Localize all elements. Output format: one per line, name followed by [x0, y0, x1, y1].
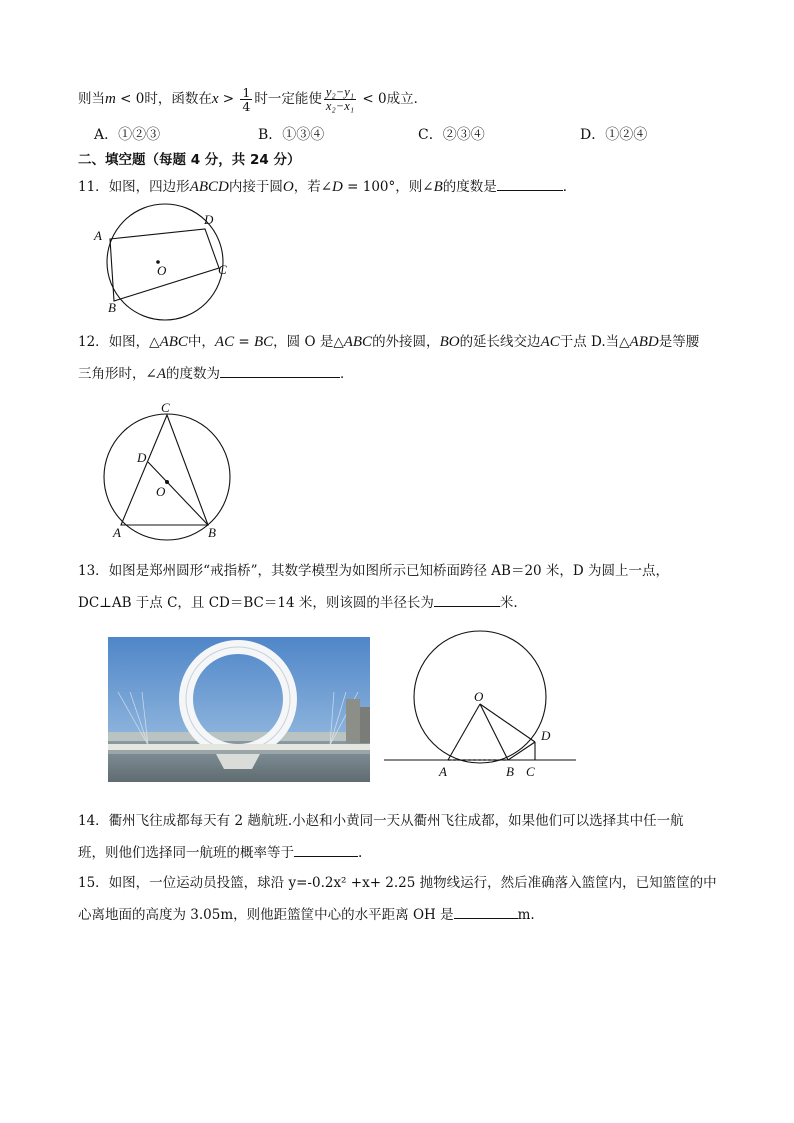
q14-fragment: . [358, 845, 363, 861]
q13-figure [380, 630, 580, 780]
var-ac: AC [540, 334, 560, 350]
q14-text-line2 [78, 842, 362, 862]
q12-fragment: 的延长线交边 [459, 334, 541, 350]
q13-text-line2 [78, 592, 518, 612]
radius-ob [480, 704, 508, 760]
q12-fragment: 于点 D.当△ [559, 334, 630, 350]
q14-text-line1 [78, 812, 684, 830]
var-m: m [105, 91, 116, 107]
q10-text: 则当 [78, 91, 105, 107]
q12-text-line1 [78, 333, 699, 351]
q11-text [78, 176, 576, 196]
option-letter: B． [258, 127, 283, 143]
answer-blank[interactable] [434, 592, 500, 607]
q10-option-d[interactable] [580, 124, 647, 144]
q15-text-line1 [78, 874, 717, 892]
q12-figure [98, 398, 238, 542]
triangle-abc [121, 415, 208, 525]
q11-fragment: 内接于圆 [228, 179, 283, 195]
label-o: O [474, 689, 484, 704]
fraction-numerator: 1 [242, 85, 251, 100]
q11-fragment: 如图，四边形 [108, 179, 190, 195]
q14-fragment: 衢州飞往成都每天有 2 趟航班.小赵和小黄同一天从衢州飞往成都，如果他们可以选择其中任一航 [108, 813, 684, 829]
answer-blank[interactable] [220, 363, 340, 378]
q11-fragment: ，若∠ [293, 179, 333, 195]
fraction-one-quarter [240, 86, 252, 113]
label-b: B [506, 764, 514, 779]
q13-fragment: 如图是郑州圆形“戒指桥”，其数学模型为如图所示已知桥面跨径 AB＝20 米，D 为圆上一点， [108, 563, 670, 579]
q15-fragment: 如图，一位运动员投篮，球沿 y=-0.2x² +x+ 2.25 抛物线运行，然后准确落入篮筐内，已知篮筐的中 [108, 875, 717, 891]
label-o: O [156, 484, 166, 499]
q15-text-line2 [78, 904, 535, 924]
var-abc: ABC [343, 334, 373, 350]
option-letter: C． [418, 127, 443, 143]
var-abc: ABC [159, 334, 188, 350]
label-c: C [218, 262, 227, 277]
label-b: B [108, 300, 116, 315]
label-a: A [439, 764, 447, 779]
q10-text: < 0 [115, 91, 145, 107]
q11-fragment: 的度数是 [442, 179, 497, 195]
q12-fragment: 中， [187, 334, 215, 350]
q11-fragment: = 100°，则∠ [342, 179, 434, 195]
q13-fragment: 米. [499, 595, 518, 611]
answer-blank[interactable] [454, 904, 518, 919]
q12-fragment: ，圆 O 是△ [273, 334, 344, 350]
q12-fragment: 的外接圆， [372, 334, 440, 350]
q12-fragment: = [234, 334, 254, 350]
section-heading: 二、填空题（每题 4 分，共 24 分） [78, 152, 301, 168]
segment-bd [508, 742, 535, 760]
var-ac: AC [214, 334, 235, 350]
label-o: O [157, 263, 167, 278]
q12-fragment: 的度数为 [165, 366, 220, 382]
option-letter: D． [580, 127, 606, 143]
option-text: ①③④ [282, 127, 325, 143]
label-d: D [137, 450, 147, 465]
q12-fragment: 是等腰 [658, 334, 700, 350]
var-o: O [282, 179, 294, 195]
question-number: 11． [78, 179, 109, 195]
var-d: D [332, 179, 343, 195]
answer-blank[interactable] [294, 842, 358, 857]
label-b: B [208, 525, 216, 540]
fraction-slope [324, 86, 356, 113]
q10-condition-line [78, 86, 427, 113]
q15-fragment: m. [517, 907, 535, 923]
q11-figure [86, 200, 246, 322]
var-bo: BO [439, 334, 460, 350]
q15-fragment: 心离地面的高度为 3.05m，则他距篮筐中心的水平距离 OH 是 [78, 907, 454, 923]
label-c: C [161, 400, 170, 415]
label-c: C [526, 764, 535, 779]
var-a: A [156, 366, 166, 382]
var-abcd: ABCD [189, 179, 229, 195]
radius-od [480, 704, 535, 742]
q10-text: < 0成立． [358, 91, 428, 107]
q10-text: 时一定能使 [254, 91, 322, 107]
ring-bridge-illustration [108, 637, 370, 782]
center-point [165, 480, 169, 484]
q10-option-c[interactable] [418, 124, 485, 144]
var-b: B [433, 179, 443, 195]
question-number: 14． [78, 813, 109, 829]
option-letter: A． [94, 127, 119, 143]
question-number: 13． [78, 563, 109, 579]
fraction-denominator: 4 [242, 99, 251, 114]
q12-fragment: ． [339, 366, 354, 382]
var-bc: BC [254, 334, 274, 350]
label-a: A [113, 525, 121, 540]
q10-text: > [218, 91, 239, 107]
label-d: D [204, 212, 214, 227]
q12-text-line2 [78, 363, 353, 383]
fraction-numerator: y₂−y₁ [325, 85, 355, 99]
q12-fragment: 如图，△ [108, 334, 160, 350]
var-x: x [211, 91, 219, 107]
option-text: ①②③ [118, 127, 161, 143]
q13-text-line1 [78, 562, 669, 580]
q13-fragment: DC⊥AB 于点 C，且 CD＝BC＝14 米，则该圆的半径长为 [78, 595, 434, 611]
q10-text: 时，函数在 [144, 91, 212, 107]
label-d: D [541, 728, 551, 743]
q14-fragment: 班，则他们选择同一航班的概率等于 [78, 845, 294, 861]
option-text: ②③④ [442, 127, 485, 143]
label-a: A [94, 228, 102, 243]
question-number: 15． [78, 875, 109, 891]
var-abd: ABD [629, 334, 659, 350]
option-text: ①②④ [605, 127, 648, 143]
q10-option-a[interactable] [94, 124, 160, 144]
q12-fragment: 三角形时，∠ [78, 366, 157, 382]
ring-bridge-photo [108, 637, 370, 782]
radius-oa [448, 704, 480, 760]
fraction-denominator: x₂−x₁ [325, 99, 355, 113]
question-number: 12． [78, 334, 109, 350]
q10-option-b[interactable] [258, 124, 324, 144]
q11-fragment: ． [562, 179, 577, 195]
answer-blank[interactable] [497, 176, 563, 191]
